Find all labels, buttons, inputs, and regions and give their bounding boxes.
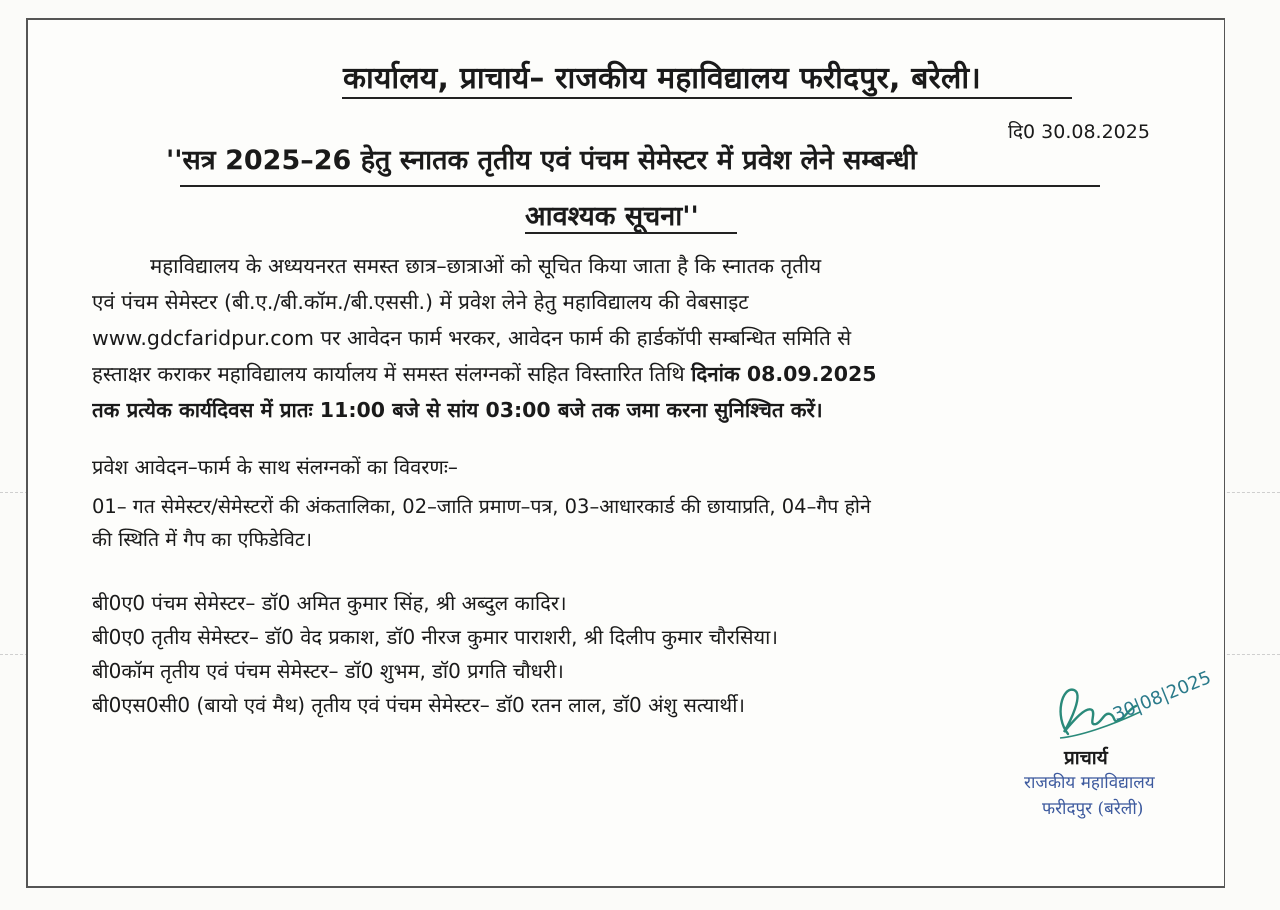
notice-date: दि0 30.08.2025 (1008, 121, 1150, 143)
committee-row: बी0एस0सी0 (बायो एवं मैथ) तृतीय एवं पंचम सेमेस्टर– डॉ0 रतन लाल, डॉ0 अंशु सत्यार्थी। (92, 693, 745, 717)
paragraph-line-timing: तक प्रत्येक कार्यदिवस में प्रातः 11:00 बजे से सांय 03:00 बजे तक जमा करना सुनिश्चित करें। (92, 398, 823, 422)
notice-heading-line2: आवश्यक सूचना'' (525, 201, 699, 232)
committee-row: बी0कॉम तृतीय एवं पंचम सेमेस्टर– डॉ0 शुभम, डॉ0 प्रगति चौधरी। (92, 659, 564, 683)
attachments-line: की स्थिति में गैप का एफिडेविट। (92, 528, 313, 551)
deadline-date: दिनांक 08.09.2025 (691, 362, 877, 386)
committee-row: बी0ए0 तृतीय सेमेस्टर– डॉ0 वेद प्रकाश, डॉ0 नीरज कुमार पाराशरी, श्री दिलीप कुमार चौरसिया। (92, 625, 778, 649)
heading-underline (180, 185, 1100, 187)
college-seal-line1: राजकीय महाविद्यालय (1024, 773, 1155, 793)
college-seal-line2: फरीदपुर (बरेली) (1042, 799, 1144, 819)
committee-row: बी0ए0 पंचम सेमेस्टर– डॉ0 अमित कुमार सिंह, श्री अब्दुल कादिर। (92, 591, 567, 615)
principal-designation: प्राचार्य (1064, 747, 1108, 769)
notice-paragraph (92, 248, 1154, 428)
paragraph-line-website: www.gdcfaridpur.com पर आवेदन फार्म भरकर, आवेदन फार्म की हार्डकॉपी सम्बन्धित समिति से (92, 326, 852, 350)
heading-underline-2 (525, 232, 737, 234)
office-title-underline (342, 97, 1072, 99)
paragraph-line: महाविद्यालय के अध्ययनरत समस्त छात्र–छात्राओं को सूचित किया जाता है कि स्नातक तृतीय (150, 254, 822, 278)
notice-heading-line1: ''सत्र 2025–26 हेतु स्नातक तृतीय एवं पंचम सेमेस्टर में प्रवेश लेने सम्बन्धी (166, 145, 917, 176)
paragraph-line: एवं पंचम सेमेस्टर (बी.ए./बी.कॉम./बी.एससी.) में प्रवेश लेने हेतु महाविद्यालय की वेबसाइट (92, 290, 749, 314)
paragraph-line (92, 356, 1154, 392)
paragraph-text: हस्ताक्षर कराकर महाविद्यालय कार्यालय में समस्त संलग्नकों सहित विस्तारित तिथि (92, 362, 692, 386)
committee-list (92, 586, 778, 722)
signature-date: 30|08|2025 (1110, 667, 1215, 726)
attachments-line: 01– गत सेमेस्टर/सेमेस्टरों की अंकतालिका, 02–जाति प्रमाण–पत्र, 03–आधारकार्ड की छायाप्रति, 04–गैप होने (92, 495, 871, 518)
attachments-heading: प्रवेश आवेदन–फार्म के साथ संलग्नकों का विवरणः– (92, 455, 458, 479)
office-title: कार्यालय, प्राचार्य– राजकीय महाविद्यालय फरीदपुर, बरेली। (343, 61, 981, 96)
attachments-list (92, 490, 1154, 556)
